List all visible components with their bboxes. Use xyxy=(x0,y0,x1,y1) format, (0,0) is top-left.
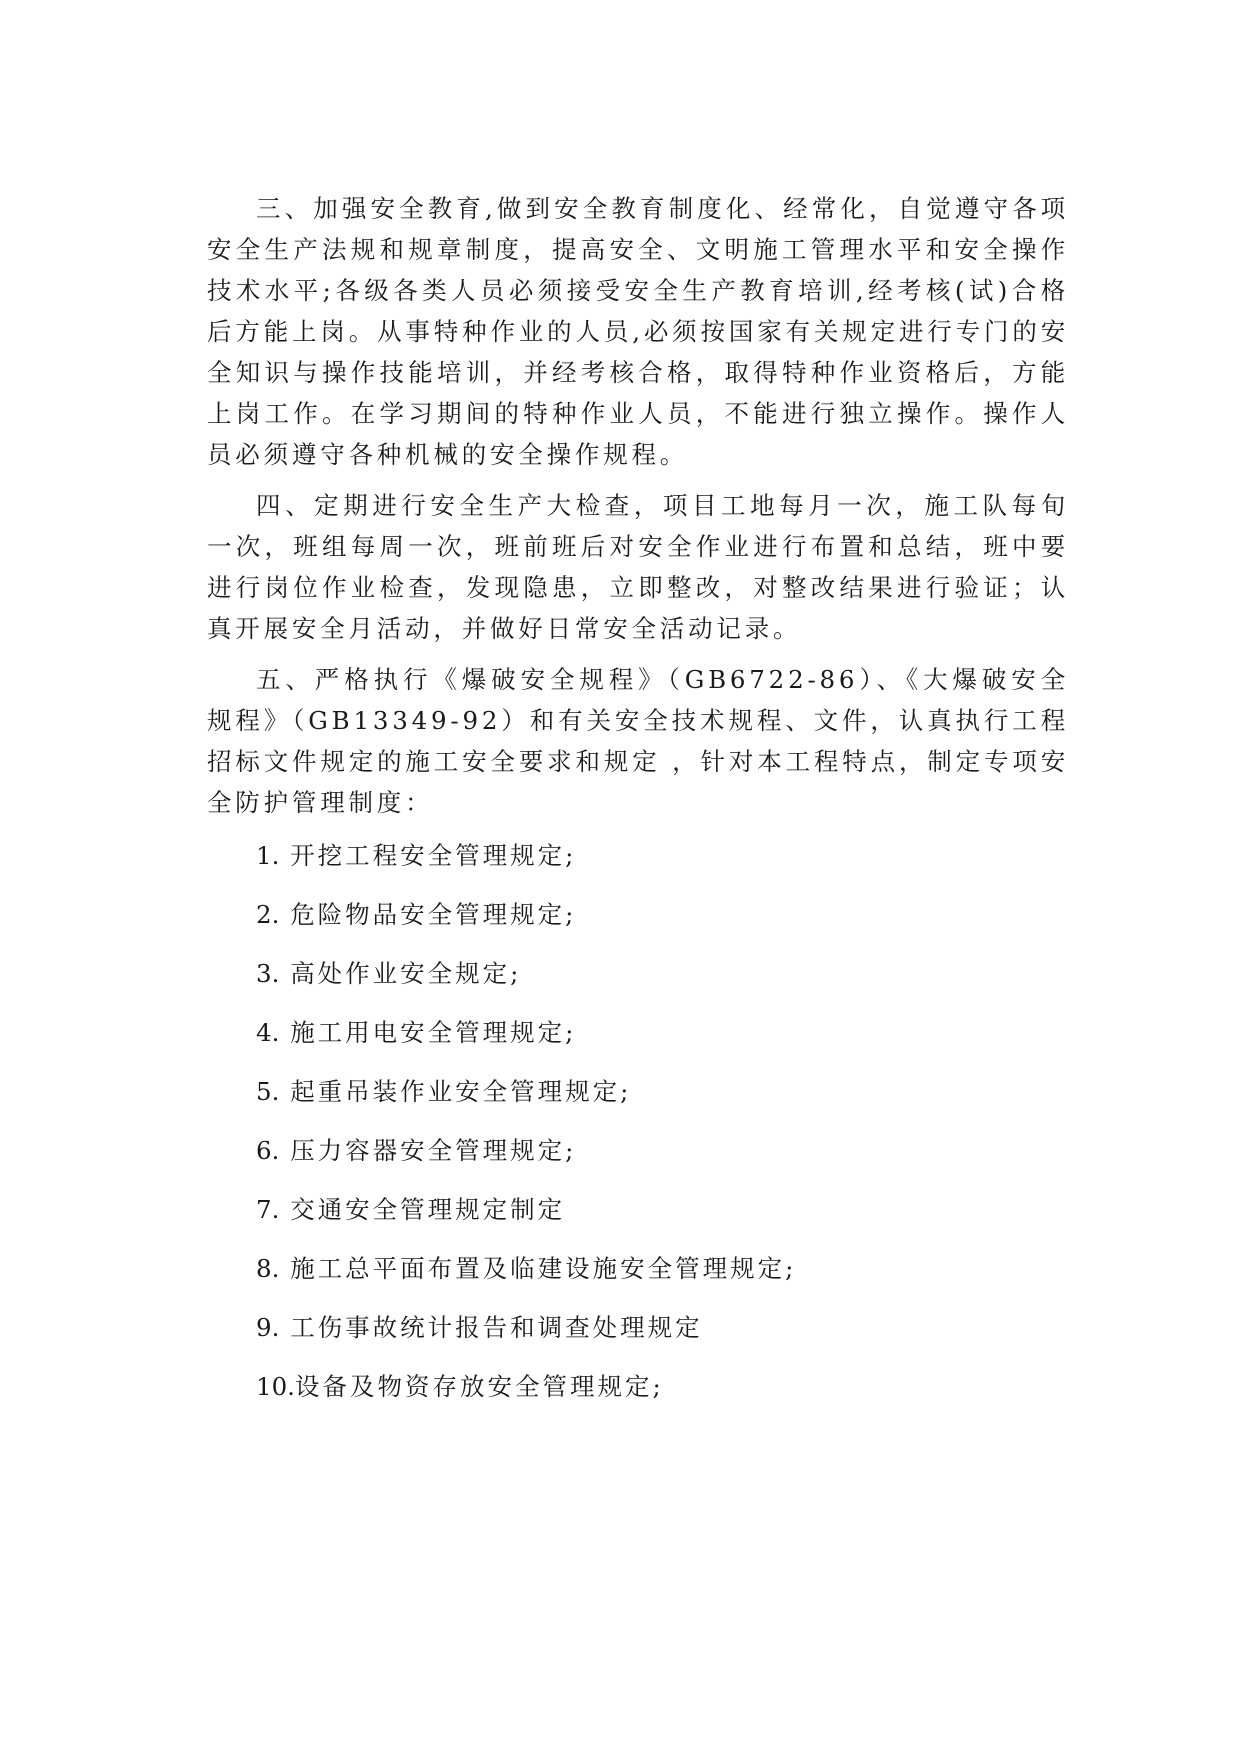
list-item-number: 9. xyxy=(256,1313,280,1342)
list-item xyxy=(207,1248,1069,1289)
list-item-text: 起重吊装作业安全管理规定; xyxy=(290,1077,632,1106)
list-item-number: 3. xyxy=(256,959,280,988)
list-item xyxy=(207,1189,1069,1230)
paragraph-safety-regulations: 五、严格执行《爆破安全规程》（GB6722-86）、《大爆破安全规程》（GB13349-92）和有关安全技术规程、文件，认真执行工程招标文件规定的施工安全要求和规定 ，针对本工程特点，制定专项安全防护管理制度： xyxy=(207,665,1069,817)
list-item xyxy=(207,953,1069,994)
paragraph-safety-inspection: 四、定期进行安全生产大检查，项目工地每月一次，施工队每旬一次，班组每周一次，班前班后对安全作业进行布置和总结，班中要进行岗位作业检查，发现隐患，立即整改，对整改结果进行验证；认真开展安全月活动，并做好日常安全活动记录。 xyxy=(207,491,1069,643)
regulation-list xyxy=(207,835,1069,1407)
list-item-number: 5. xyxy=(256,1077,280,1106)
paragraph-safety-education: 三、加强安全教育,做到安全教育制度化、经常化，自觉遵守各项安全生产法规和规章制度，提高安全、文明施工管理水平和安全操作技术水平;各级各类人员必须接受安全生产教育培训,经考核(试)合格后方能上岗。从事特种作业的人员,必须按国家有关规定进行专门的安全知识与操作技能培训，并经考核合格，取得特种作业资格后，方能上岗工作。在学习期间的特种作业人员，不能进行独立操作。操作人员必须遵守各种机械的安全操作规程。 xyxy=(207,194,1069,469)
list-item-text: 施工总平面布置及临建设施安全管理规定; xyxy=(290,1254,797,1283)
document-page xyxy=(207,188,1069,1425)
list-item xyxy=(207,1366,1069,1407)
list-item xyxy=(207,835,1069,876)
list-item-text: 危险物品安全管理规定; xyxy=(290,900,577,929)
list-item-text: 交通安全管理规定制定 xyxy=(290,1195,566,1224)
list-item xyxy=(207,1130,1069,1171)
list-item-text: 设备及物资存放安全管理规定; xyxy=(294,1372,664,1401)
list-item-text: 工伤事故统计报告和调查处理规定 xyxy=(290,1313,703,1342)
list-item-number: 2. xyxy=(256,900,280,929)
list-item xyxy=(207,894,1069,935)
list-item-number: 8. xyxy=(256,1254,280,1283)
list-item-number: 7. xyxy=(256,1195,280,1224)
list-item-number: 6. xyxy=(256,1136,280,1165)
list-item-number: 1. xyxy=(256,841,280,870)
list-item-number: 10. xyxy=(256,1372,295,1401)
list-item xyxy=(207,1012,1069,1053)
list-item-text: 开挖工程安全管理规定; xyxy=(290,841,577,870)
list-item-text: 高处作业安全规定; xyxy=(290,959,522,988)
list-item-number: 4. xyxy=(256,1018,280,1047)
list-item-text: 施工用电安全管理规定; xyxy=(290,1018,577,1047)
list-item xyxy=(207,1307,1069,1348)
list-item xyxy=(207,1071,1069,1112)
list-item-text: 压力容器安全管理规定; xyxy=(290,1136,577,1165)
